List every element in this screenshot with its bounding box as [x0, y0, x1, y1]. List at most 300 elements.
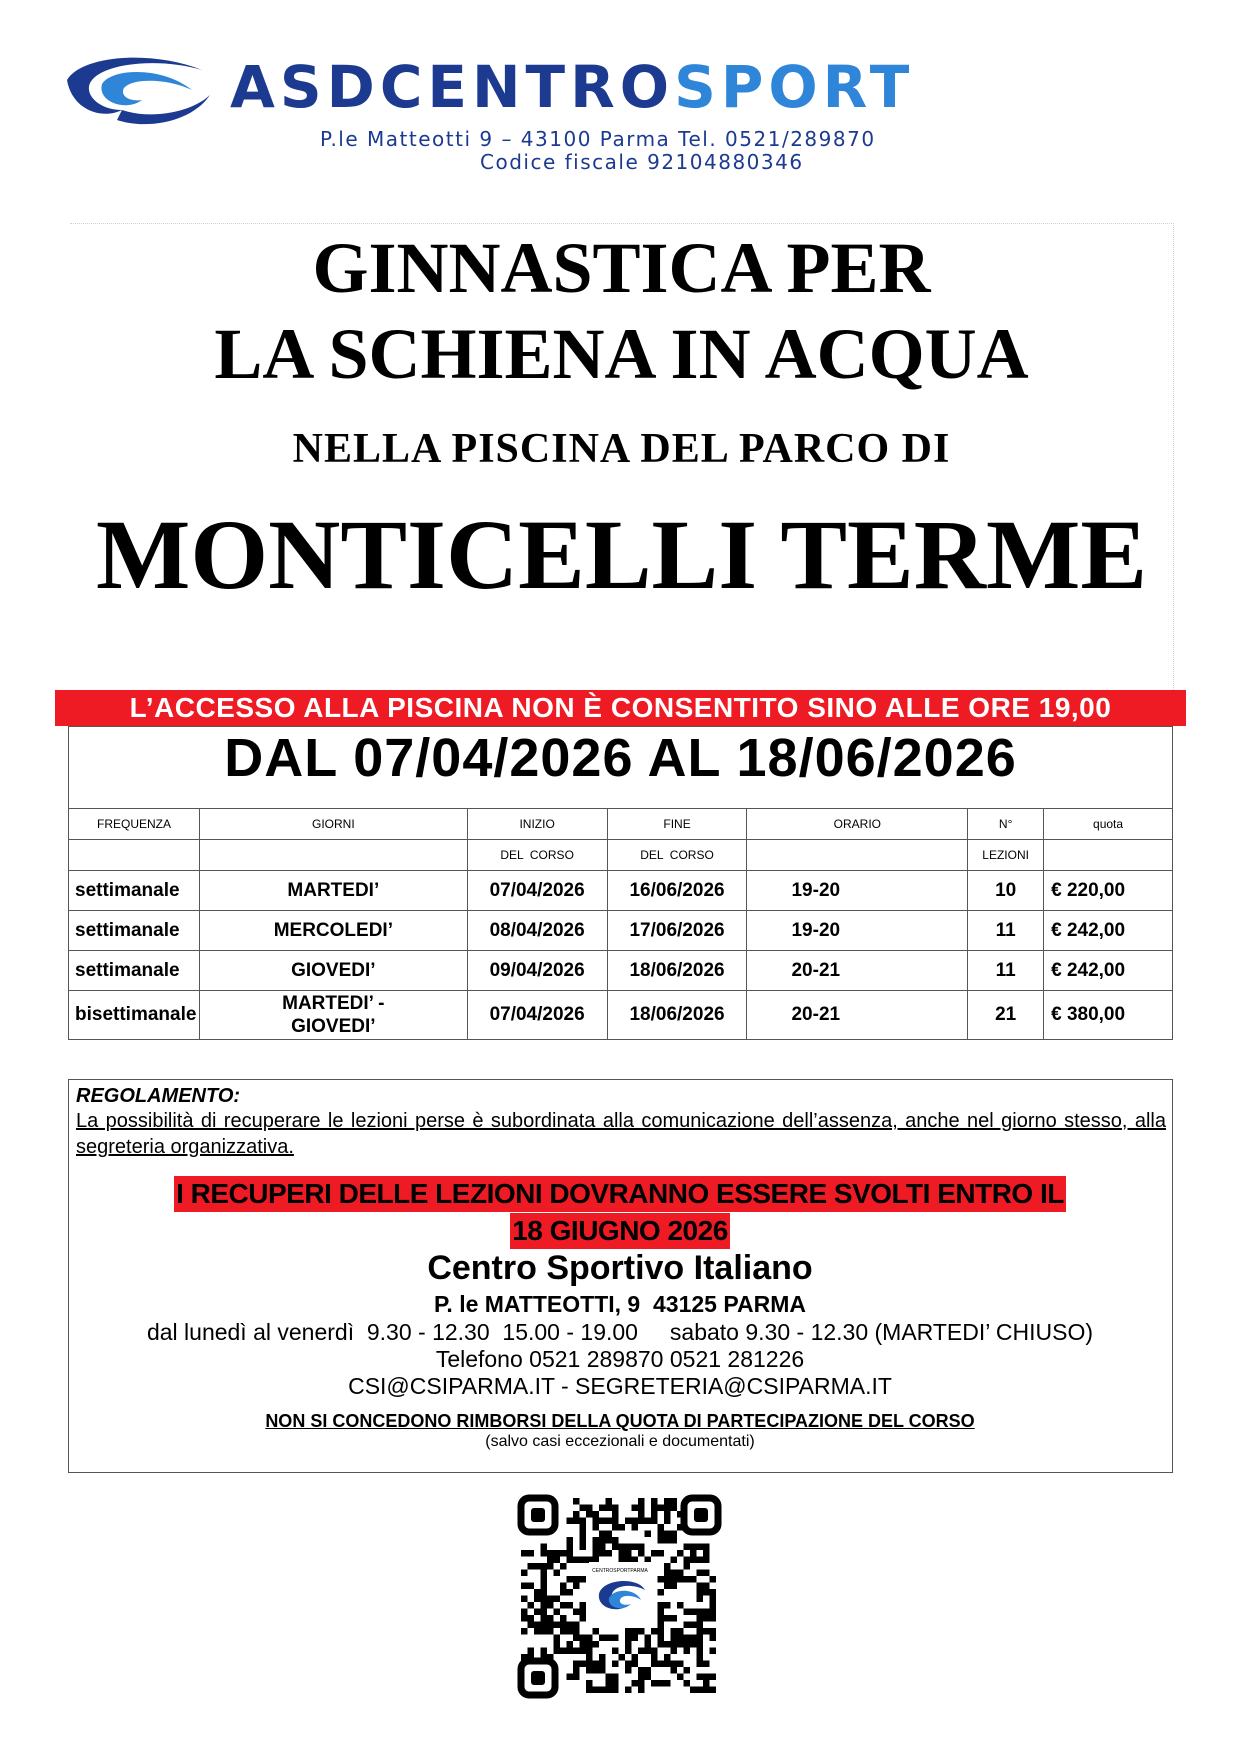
- qr-module: [573, 1511, 580, 1518]
- qr-module: [671, 1583, 678, 1590]
- qr-module: [580, 1505, 587, 1512]
- qr-module: [658, 1609, 665, 1616]
- qr-module: [703, 1550, 710, 1557]
- qr-module: [664, 1518, 671, 1525]
- qr-module: [710, 1615, 717, 1622]
- qr-module: [671, 1648, 678, 1655]
- qr-module: [593, 1544, 600, 1551]
- qr-module: [554, 1609, 561, 1616]
- qr-module: [573, 1609, 580, 1616]
- qr-module: [612, 1511, 619, 1518]
- subheader-cell: [199, 840, 467, 871]
- qr-module: [625, 1635, 632, 1642]
- qr-module: [567, 1602, 574, 1609]
- table-row: [69, 911, 1173, 951]
- qr-module: [593, 1641, 600, 1648]
- qr-module: [625, 1648, 632, 1655]
- qr-module: [632, 1518, 639, 1525]
- qr-module: [599, 1550, 606, 1557]
- header-cell: GIORNI: [199, 809, 467, 840]
- qr-module: [664, 1654, 671, 1661]
- qr-module: [541, 1570, 548, 1577]
- table-row: [69, 871, 1173, 911]
- qr-module: [554, 1550, 561, 1557]
- qr-module: [690, 1544, 697, 1551]
- qr-module: [547, 1563, 554, 1570]
- recovery-highlight: 18 GIUGNO 2026: [510, 1213, 730, 1249]
- qr-module: [651, 1680, 658, 1687]
- qr-module: [599, 1635, 606, 1642]
- qr-module: [664, 1661, 671, 1668]
- no-refund-note: (salvo casi eccezionali e documentati): [485, 1433, 755, 1450]
- qr-module: [671, 1505, 678, 1512]
- cell-fine: 16/06/2026: [607, 871, 747, 911]
- qr-module: [677, 1576, 684, 1583]
- qr-module: [684, 1544, 691, 1551]
- fiscal-code: Codice fiscale 92104880346: [480, 150, 804, 174]
- qr-module: [645, 1674, 652, 1681]
- qr-module: [580, 1576, 587, 1583]
- recovery-notice-line-2: [70, 1213, 1170, 1249]
- qr-module: [554, 1641, 561, 1648]
- qr-module: [593, 1687, 600, 1694]
- qr-module: [541, 1589, 548, 1596]
- cell-frequenza: bisettimanale: [69, 991, 200, 1040]
- cell-orario: 19-20: [747, 871, 968, 911]
- qr-module: [580, 1518, 587, 1525]
- qr-module: [573, 1661, 580, 1668]
- qr-module: [658, 1641, 665, 1648]
- qr-module: [690, 1622, 697, 1629]
- qr-module: [593, 1550, 600, 1557]
- qr-module: [586, 1654, 593, 1661]
- subheader-cell: LEZIONI: [968, 840, 1044, 871]
- qr-module: [606, 1518, 613, 1525]
- qr-code-icon: [517, 1494, 722, 1699]
- qr-module: [703, 1570, 710, 1577]
- qr-module: [599, 1537, 606, 1544]
- qr-module: [645, 1635, 652, 1642]
- cell-frequenza: settimanale: [69, 911, 200, 951]
- qr-module: [703, 1583, 710, 1590]
- qr-module: [684, 1557, 691, 1564]
- qr-module: [703, 1544, 710, 1551]
- qr-module: [638, 1648, 645, 1655]
- qr-module: [658, 1615, 665, 1622]
- recovery-notice-line-1: [70, 1176, 1170, 1212]
- cell-giorni: MARTEDI’: [199, 871, 467, 911]
- qr-module: [664, 1641, 671, 1648]
- qr-module: [664, 1505, 671, 1512]
- qr-module: [710, 1635, 717, 1642]
- cell-quota: € 220,00: [1044, 871, 1173, 911]
- qr-module: [651, 1550, 658, 1557]
- qr-module: [632, 1524, 639, 1531]
- qr-module: [586, 1505, 593, 1512]
- qr-module: [625, 1544, 632, 1551]
- qr-module: [599, 1518, 606, 1525]
- qr-module: [567, 1674, 574, 1681]
- qr-module: [612, 1687, 619, 1694]
- qr-module: [547, 1615, 554, 1622]
- qr-module: [671, 1531, 678, 1538]
- qr-module: [560, 1563, 567, 1570]
- subheader-cell: [1044, 840, 1173, 871]
- qr-module: [547, 1557, 554, 1564]
- cell-quota: € 242,00: [1044, 911, 1173, 951]
- qr-module: [638, 1680, 645, 1687]
- qr-module: [632, 1654, 639, 1661]
- cell-orario: 20-21: [747, 991, 968, 1040]
- qr-module: [612, 1544, 619, 1551]
- qr-module: [664, 1576, 671, 1583]
- qr-module: [658, 1635, 665, 1642]
- qr-module: [593, 1667, 600, 1674]
- header-cell: N°: [968, 809, 1044, 840]
- access-warning-banner: L’ACCESSO ALLA PISCINA NON È CONSENTITO SINO ALLE ORE 19,00: [55, 690, 1186, 726]
- header-cell: FREQUENZA: [69, 809, 200, 840]
- qr-module: [677, 1674, 684, 1681]
- qr-module: [593, 1518, 600, 1525]
- qr-module: [684, 1609, 691, 1616]
- qr-module: [625, 1667, 632, 1674]
- qr-module: [573, 1622, 580, 1629]
- qr-module: [567, 1622, 574, 1629]
- qr-module: [645, 1518, 652, 1525]
- cell-fine: 18/06/2026: [607, 991, 747, 1040]
- qr-module: [580, 1609, 587, 1616]
- qr-module: [658, 1531, 665, 1538]
- qr-module: [573, 1576, 580, 1583]
- qr-module: [632, 1505, 639, 1512]
- qr-module: [573, 1674, 580, 1681]
- qr-module: [567, 1550, 574, 1557]
- qr-module: [567, 1576, 574, 1583]
- cell-lezioni: 21: [968, 991, 1044, 1040]
- qr-module: [606, 1531, 613, 1538]
- qr-module: [625, 1550, 632, 1557]
- recovery-highlight: I RECUPERI DELLE LEZIONI DOVRANNO ESSERE SVOLTI ENTRO IL: [174, 1176, 1066, 1212]
- qr-module: [677, 1661, 684, 1668]
- qr-module: [690, 1635, 697, 1642]
- qr-module: [528, 1563, 535, 1570]
- qr-module: [697, 1589, 704, 1596]
- qr-module: [671, 1628, 678, 1635]
- qr-module: [651, 1648, 658, 1655]
- qr-module: [697, 1641, 704, 1648]
- cell-inizio: 07/04/2026: [467, 871, 607, 911]
- qr-module: [710, 1687, 717, 1694]
- qr-module: [580, 1544, 587, 1551]
- qr-module: [528, 1602, 535, 1609]
- cell-quota: € 242,00: [1044, 951, 1173, 991]
- qr-module: [593, 1524, 600, 1531]
- qr-module: [664, 1680, 671, 1687]
- qr-module: [697, 1596, 704, 1603]
- qr-module: [554, 1596, 561, 1603]
- table-row: [69, 951, 1173, 991]
- title-line-2: LA SCHIENA IN ACQUA: [214, 314, 1029, 394]
- header-cell: FINE: [607, 809, 747, 840]
- qr-module: [625, 1661, 632, 1668]
- qr-module: [541, 1544, 548, 1551]
- qr-module: [658, 1505, 665, 1512]
- qr-module: [697, 1661, 704, 1668]
- qr-module: [658, 1628, 665, 1635]
- cell-inizio: 09/04/2026: [467, 951, 607, 991]
- qr-module: [638, 1667, 645, 1674]
- qr-module: [690, 1576, 697, 1583]
- qr-module: [567, 1518, 574, 1525]
- qr-module: [697, 1635, 704, 1642]
- qr-module: [645, 1648, 652, 1655]
- qr-module: [664, 1531, 671, 1538]
- qr-module: [573, 1518, 580, 1525]
- qr-module: [541, 1648, 548, 1655]
- qr-module: [554, 1570, 561, 1577]
- qr-module: [521, 1550, 528, 1557]
- qr-module: [684, 1648, 691, 1655]
- org-name: Centro Sportivo Italiano: [427, 1249, 813, 1287]
- qr-module: [664, 1615, 671, 1622]
- qr-module: [541, 1609, 548, 1616]
- qr-module: [606, 1498, 613, 1505]
- qr-module: [606, 1680, 613, 1687]
- title-line-1: GINNASTICA PER: [312, 228, 931, 308]
- qr-module: [632, 1635, 639, 1642]
- cell-frequenza: settimanale: [69, 871, 200, 911]
- rules-text: La possibilità di recuperare le lezioni perse è subordinata alla comunicazione dell’assenza, anche nel giorno stesso, alla segreteria organizzativa.: [76, 1110, 1166, 1158]
- cell-giorni: [199, 991, 467, 1040]
- qr-module: [606, 1635, 613, 1642]
- qr-module: [664, 1602, 671, 1609]
- header-cell: ORARIO: [747, 809, 968, 840]
- qr-module: [560, 1550, 567, 1557]
- qr-module: [671, 1615, 678, 1622]
- cell-lezioni: 10: [968, 871, 1044, 911]
- qr-module: [534, 1589, 541, 1596]
- qr-module: [521, 1628, 528, 1635]
- qr-module: [710, 1596, 717, 1603]
- qr-module: [632, 1628, 639, 1635]
- qr-module: [586, 1667, 593, 1674]
- qr-module: [703, 1661, 710, 1668]
- qr-module: [703, 1615, 710, 1622]
- qr-module: [541, 1583, 548, 1590]
- table-header-row: [69, 809, 1173, 840]
- qr-module: [580, 1531, 587, 1538]
- brand-logo-text: ASDCENTROSPORT: [230, 53, 915, 121]
- qr-module: [697, 1609, 704, 1616]
- subheader-cell: DEL CORSO: [607, 840, 747, 871]
- qr-module: [684, 1635, 691, 1642]
- qr-module: [638, 1674, 645, 1681]
- qr-module: [560, 1583, 567, 1590]
- qr-module: [677, 1628, 684, 1635]
- date-range: DAL 07/04/2026 AL 18/06/2026: [224, 728, 1017, 788]
- qr-module: [658, 1550, 665, 1557]
- qr-module: [580, 1635, 587, 1642]
- qr-module: [541, 1550, 548, 1557]
- org-email: CSI@CSIPARMA.IT - SEGRETERIA@CSIPARMA.IT: [348, 1373, 892, 1399]
- qr-module: [645, 1641, 652, 1648]
- qr-module: [658, 1602, 665, 1609]
- logo-swirl-icon: [62, 50, 212, 130]
- table-row: [69, 991, 1173, 1040]
- qr-module: [606, 1550, 613, 1557]
- qr-module: [567, 1537, 574, 1544]
- qr-module: [573, 1498, 580, 1505]
- qr-module: [658, 1680, 665, 1687]
- qr-module: [690, 1550, 697, 1557]
- qr-module: [664, 1563, 671, 1570]
- qr-module: [560, 1628, 567, 1635]
- qr-module: [593, 1537, 600, 1544]
- qr-module: [528, 1550, 535, 1557]
- cell-giorni: GIOVEDI’: [199, 951, 467, 991]
- subheader-cell: [747, 840, 968, 871]
- qr-module: [567, 1628, 574, 1635]
- qr-module: [677, 1641, 684, 1648]
- subtitle: NELLA PISCINA DEL PARCO DI: [292, 426, 951, 472]
- qr-module: [651, 1654, 658, 1661]
- qr-module: [560, 1622, 567, 1629]
- qr-module: [534, 1622, 541, 1629]
- qr-module: [710, 1628, 717, 1635]
- qr-module: [651, 1511, 658, 1518]
- qr-module: [612, 1505, 619, 1512]
- qr-module: [560, 1648, 567, 1655]
- qr-module: [599, 1667, 606, 1674]
- qr-module: [638, 1628, 645, 1635]
- qr-module: [697, 1583, 704, 1590]
- qr-module: [690, 1641, 697, 1648]
- qr-module: [645, 1667, 652, 1674]
- qr-module: [697, 1628, 704, 1635]
- qr-module: [580, 1615, 587, 1622]
- qr-module: [534, 1609, 541, 1616]
- qr-module: [547, 1550, 554, 1557]
- qr-module: [573, 1557, 580, 1564]
- qr-module: [547, 1622, 554, 1629]
- org-phone: Telefono 0521 289870 0521 281226: [435, 1346, 805, 1372]
- qr-module: [528, 1622, 535, 1629]
- qr-module: [573, 1648, 580, 1655]
- qr-module: [606, 1687, 613, 1694]
- qr-module: [658, 1576, 665, 1583]
- qr-module: [710, 1609, 717, 1616]
- qr-module: [671, 1570, 678, 1577]
- cell-giorni: MERCOLEDI’: [199, 911, 467, 951]
- org-hours: dal lunedì al venerdì 9.30 - 12.30 15.00 - 19.00 sabato 9.30 - 12.30 (MARTEDI’ CHIUSO): [146, 1319, 1094, 1345]
- qr-module: [710, 1602, 717, 1609]
- rules-title: REGOLAMENTO:: [76, 1085, 241, 1107]
- qr-module: [547, 1602, 554, 1609]
- qr-module: [703, 1609, 710, 1616]
- qr-module: [612, 1661, 619, 1668]
- qr-module: [664, 1570, 671, 1577]
- address-line: P.le Matteotti 9 – 43100 Parma Tel. 0521/289870: [320, 127, 876, 151]
- qr-module: [651, 1505, 658, 1512]
- qr-module: [651, 1628, 658, 1635]
- giorni-line-2: GIOVEDI’: [291, 1016, 376, 1037]
- qr-module: [638, 1544, 645, 1551]
- qr-module: [541, 1622, 548, 1629]
- qr-module: [560, 1602, 567, 1609]
- place-name: MONTICELLI TERME: [95, 499, 1148, 610]
- qr-module: [599, 1687, 606, 1694]
- qr-module: [612, 1648, 619, 1655]
- qr-module: [521, 1583, 528, 1590]
- qr-module: [547, 1628, 554, 1635]
- qr-module: [703, 1557, 710, 1564]
- qr-module: [677, 1635, 684, 1642]
- qr-module: [651, 1518, 658, 1525]
- qr-module: [703, 1687, 710, 1694]
- cell-orario: 20-21: [747, 951, 968, 991]
- qr-module: [703, 1628, 710, 1635]
- qr-module: [547, 1596, 554, 1603]
- qr-module: [580, 1537, 587, 1544]
- cell-quota: € 380,00: [1044, 991, 1173, 1040]
- qr-module: [560, 1615, 567, 1622]
- qr-module: [554, 1635, 561, 1642]
- qr-module: [580, 1648, 587, 1655]
- cell-lezioni: 11: [968, 951, 1044, 991]
- qr-module: [593, 1661, 600, 1668]
- qr-module: [612, 1680, 619, 1687]
- qr-module: [710, 1674, 717, 1681]
- qr-module: [554, 1557, 561, 1564]
- qr-module: [645, 1531, 652, 1538]
- qr-module: [697, 1615, 704, 1622]
- qr-module: [710, 1576, 717, 1583]
- qr-module: [606, 1674, 613, 1681]
- qr-module: [573, 1583, 580, 1590]
- qr-module: [554, 1622, 561, 1629]
- qr-module: [677, 1602, 684, 1609]
- qr-module: [593, 1628, 600, 1635]
- qr-module: [671, 1537, 678, 1544]
- qr-module: [658, 1622, 665, 1629]
- qr-module: [599, 1505, 606, 1512]
- cell-frequenza: settimanale: [69, 951, 200, 991]
- qr-module: [619, 1544, 626, 1551]
- qr-module: [664, 1537, 671, 1544]
- qr-module: [690, 1687, 697, 1694]
- qr-module: [658, 1537, 665, 1544]
- qr-module: [684, 1680, 691, 1687]
- qr-module: [658, 1524, 665, 1531]
- cell-inizio: 08/04/2026: [467, 911, 607, 951]
- qr-module: [521, 1609, 528, 1616]
- qr-module: [573, 1628, 580, 1635]
- qr-module: [684, 1563, 691, 1570]
- qr-module: [586, 1680, 593, 1687]
- qr-module: [625, 1641, 632, 1648]
- qr-module: [684, 1576, 691, 1583]
- qr-logo-label: CENTROSPORTPARMA: [592, 1568, 648, 1574]
- org-address: P. le MATTEOTTI, 9 43125 PARMA: [434, 1291, 806, 1317]
- qr-module: [586, 1687, 593, 1694]
- qr-module: [599, 1544, 606, 1551]
- qr-module: [671, 1667, 678, 1674]
- qr-module: [638, 1505, 645, 1512]
- qr-module: [658, 1661, 665, 1668]
- qr-module: [690, 1609, 697, 1616]
- qr-module: [534, 1628, 541, 1635]
- qr-module: [690, 1557, 697, 1564]
